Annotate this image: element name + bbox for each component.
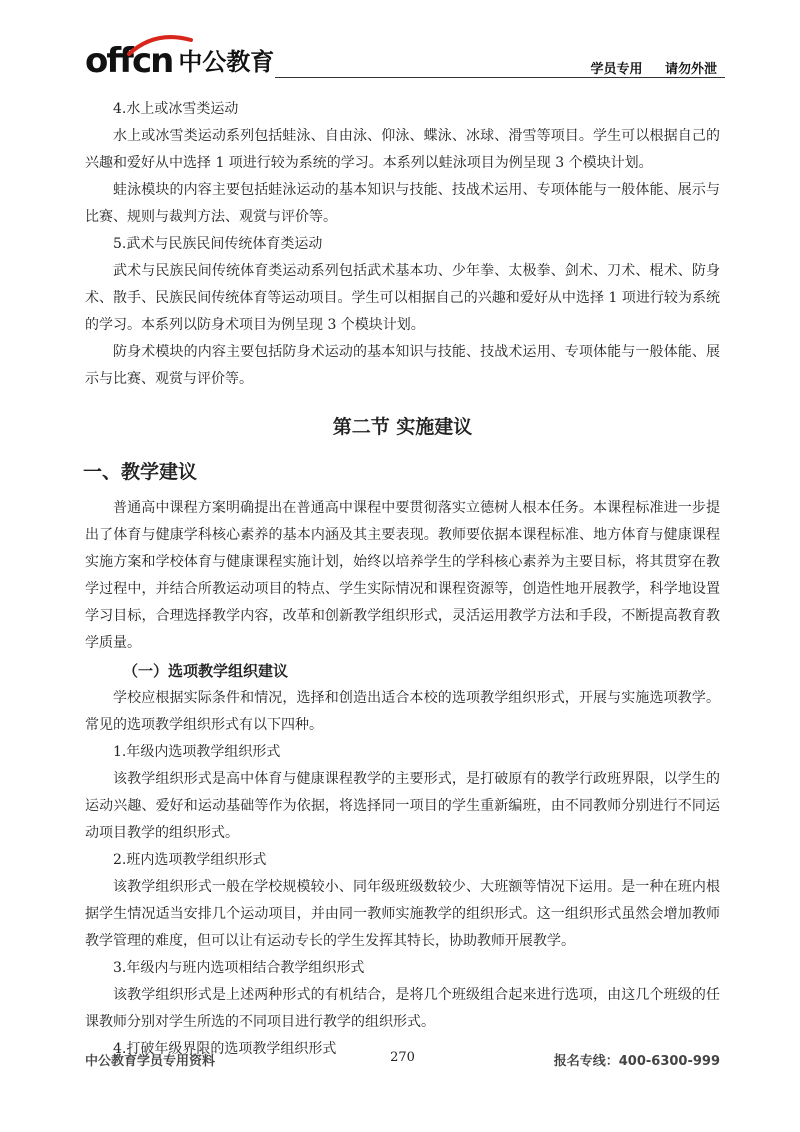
header-tag-members-only: 学员专用 bbox=[590, 62, 643, 77]
heading-teaching-suggestions: 一、教学建议 bbox=[83, 461, 198, 483]
section-title: 第二节 实施建议 bbox=[332, 416, 473, 438]
footer-hotline: 报名专线：400-6300-999 bbox=[553, 1054, 720, 1069]
list-heading-5: 5.武术与民族民间传统体育类运动 bbox=[113, 236, 323, 252]
paragraph: 普通高中课程方案明确提出在普通高中课程中要贯彻落实立德树人根本任务。本课程标准进一步提出了体育与健康学科核心素养的基本内涵及其主要表现。教师要依据本课程标准、地方体育与健康课程实施方案和学校体育与健康课程实施计划，始终以培养学生的学科核心素养为主要目标，将其贯穿在教学过程中，并结合所教运动项目的特点、学生实际情况和课程资源等，创造性地开展教学，科学地设置学习目标，合理选择教学内容，改革和创新教学组织形式，灵活运用教学方法和手段，不断提高教育教学质量。 bbox=[85, 500, 720, 651]
paragraph: 该教学组织形式是上述两种形式的有机结合，是将几个班级组合起来进行选项，由这几个班级的任课教师分别对学生所选的不同项目进行教学的组织形式。 bbox=[85, 987, 720, 1030]
header-rule bbox=[275, 77, 725, 78]
page-body bbox=[85, 96, 720, 1063]
footer-left-text: 中公教育学员专用资料 bbox=[85, 1054, 216, 1069]
logo-chinese-text: 中公教育 bbox=[178, 48, 275, 76]
paragraph: 水上或冰雪类运动系列包括蛙泳、自由泳、仰泳、蝶泳、冰球、滑雪等项目。学生可以根据自己的兴趣和爱好从中选择 1 项进行较为系统的学习。本系列以蛙泳项目为例呈现 3 个模块计划。 bbox=[85, 128, 720, 171]
paragraph: 该教学组织形式是高中体育与健康课程教学的主要形式，是打破原有的教学行政班界限，以学生的运动兴趣、爱好和运动基础等作为依据，将选择同一项目的学生重新编班，由不同教师分别进行不同运动项目教学的组织形式。 bbox=[85, 771, 720, 841]
header-tag-confidential: 请勿外泄 bbox=[664, 62, 717, 77]
page-number: 270 bbox=[390, 1050, 415, 1065]
paragraph: 武术与民族民间传统体育类运动系列包括武术基本功、少年拳、太极拳、剑术、刀术、棍术、防身术、散手、民族民间传统体育等运动项目。学生可以相据自己的兴趣和爱好从中选择 1 项进行较为系统的学习。本系列以防身术项目为例呈现 3 个模块计划。 bbox=[85, 263, 720, 333]
logo-arc-icon bbox=[125, 34, 195, 56]
list-heading-4b: 4.打破年级界限的选项教学组织形式 bbox=[113, 1041, 337, 1057]
list-heading-4: 4.水上或冰雪类运动 bbox=[113, 101, 239, 117]
list-heading-2: 2.班内选项教学组织形式 bbox=[113, 852, 267, 868]
list-heading-1: 1.年级内选项教学组织形式 bbox=[113, 744, 281, 760]
logo-latin-text: offcn bbox=[85, 41, 173, 81]
paragraph: 防身术模块的内容主要包括防身术运动的基本知识与技能、技战术运用、专项体能与一般体能、展示与比赛、观赏与评价等。 bbox=[85, 344, 720, 387]
header-tags bbox=[572, 58, 717, 77]
offcn-logo bbox=[85, 36, 274, 80]
paragraph: 蛙泳模块的内容主要包括蛙泳运动的基本知识与技能、技战术运用、专项体能与一般体能、展示与比赛、规则与裁判方法、观赏与评价等。 bbox=[85, 182, 720, 225]
subheading-elective-organization: （一）选项教学组织建议 bbox=[123, 662, 289, 680]
list-heading-3: 3.年级内与班内选项相结合教学组织形式 bbox=[113, 960, 365, 976]
paragraph: 该教学组织形式一般在学校规模较小、同年级班级数较少、大班额等情况下运用。是一种在班内根据学生情况适当安排几个运动项目，并由同一教师实施教学的组织形式。这一组织形式虽然会增加教师教学管理的难度，但可以让有运动专长的学生发挥其特长，协助教师开展教学。 bbox=[85, 879, 720, 949]
paragraph: 学校应根据实际条件和情况，选择和创造出适合本校的选项教学组织形式，开展与实施选项教学。常见的选项教学组织形式有以下四种。 bbox=[85, 690, 720, 733]
page-footer bbox=[85, 1050, 720, 1074]
page-header bbox=[85, 36, 725, 80]
